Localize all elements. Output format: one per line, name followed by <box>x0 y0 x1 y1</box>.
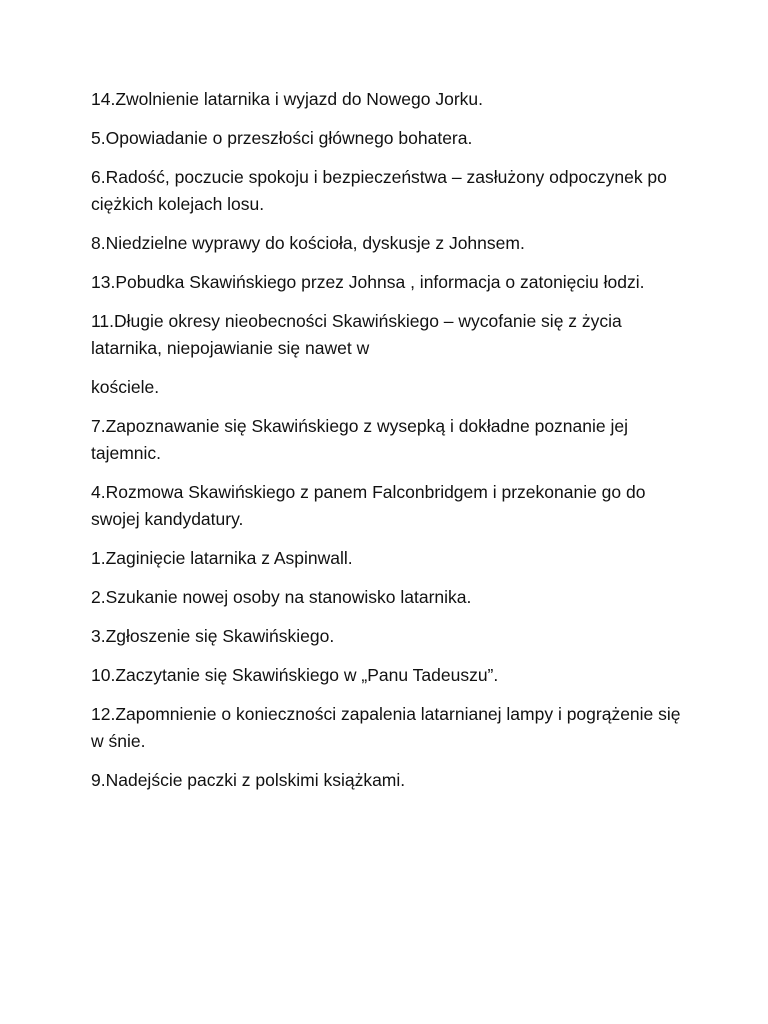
paragraph-point-1: 1.Zaginięcie latarnika z Aspinwall. <box>91 548 353 568</box>
paragraph-continuation: kościele. <box>91 377 160 397</box>
paragraph-point-12: 12.Zapomnienie o konieczności zapalenia latarnianej lampy i pogrążenie się w śnie. <box>91 704 681 751</box>
paragraph-point-13: 13.Pobudka Skawińskiego przez Johnsa , informacja o zatonięciu łodzi. <box>91 272 645 292</box>
paragraph-point-8: 8.Niedzielne wyprawy do kościoła, dyskusje z Johnsem. <box>91 233 525 253</box>
paragraph-point-14: 14.Zwolnienie latarnika i wyjazd do Nowego Jorku. <box>91 89 484 109</box>
paragraph-point-5: 5.Opowiadanie o przeszłości głównego bohatera. <box>91 128 473 148</box>
document-body <box>91 86 691 806</box>
paragraph-point-10: 10.Zaczytanie się Skawińskiego w „Panu Tadeuszu”. <box>91 665 499 685</box>
paragraph-point-11: 11.Długie okresy nieobecności Skawińskiego – wycofanie się z życia latarnika, niepojawianie się nawet w <box>91 311 622 358</box>
paragraph-point-6: 6.Radość, poczucie spokoju i bezpieczeństwa – zasłużony odpoczynek po ciężkich kolejach losu. <box>91 167 667 214</box>
paragraph-point-2: 2.Szukanie nowej osoby na stanowisko latarnika. <box>91 587 472 607</box>
paragraph-point-9: 9.Nadejście paczki z polskimi książkami. <box>91 770 406 790</box>
paragraph-point-3: 3.Zgłoszenie się Skawińskiego. <box>91 626 335 646</box>
paragraph-point-7: 7.Zapoznawanie się Skawińskiego z wysepką i dokładne poznanie jej tajemnic. <box>91 416 628 463</box>
paragraph-point-4: 4.Rozmowa Skawińskiego z panem Falconbridgem i przekonanie go do swojej kandydatury. <box>91 482 646 529</box>
